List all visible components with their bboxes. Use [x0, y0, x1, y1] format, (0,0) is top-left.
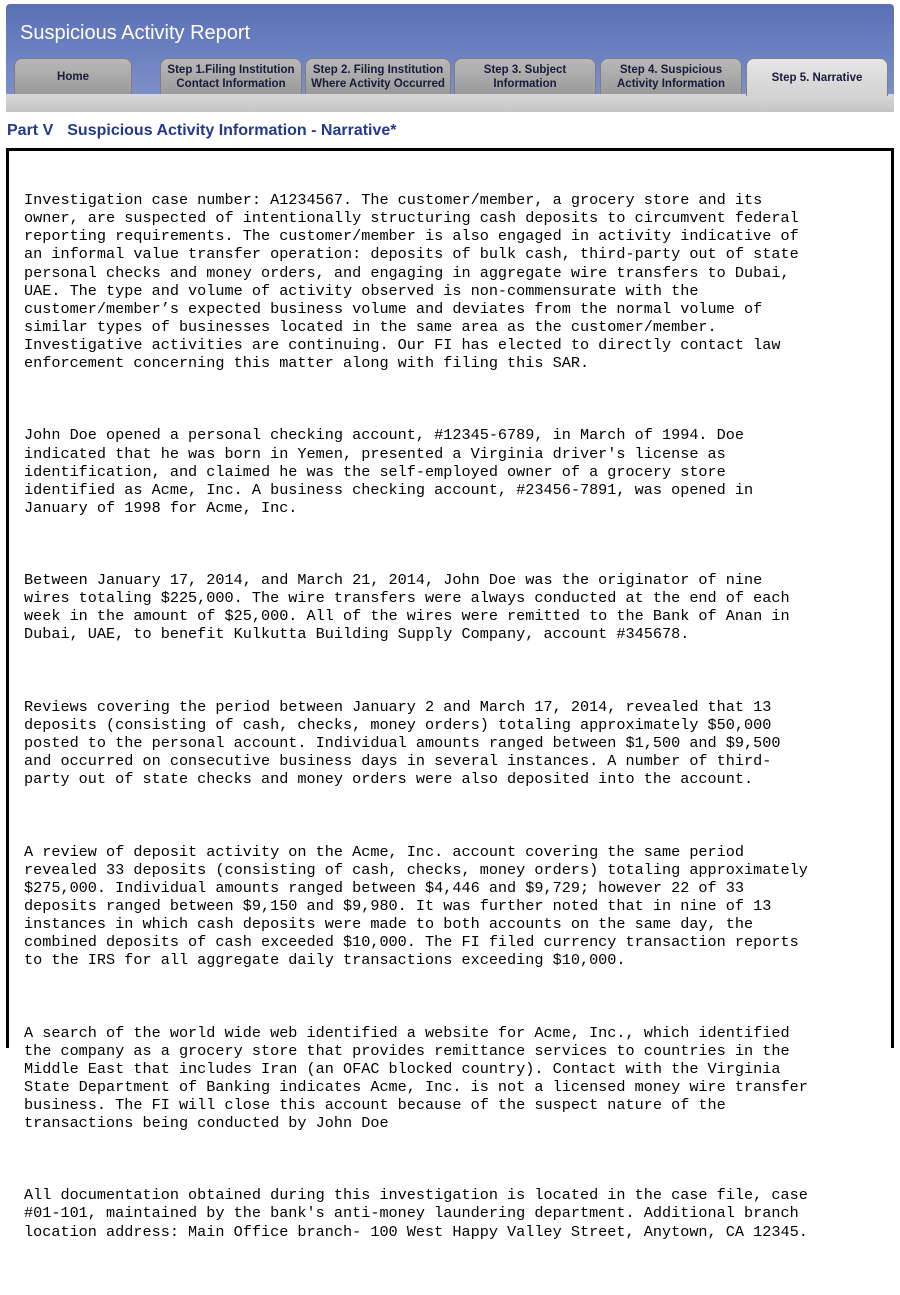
tab-label: Home	[57, 70, 89, 83]
narrative-text	[9, 151, 891, 1295]
tab-label-line1: Step 2. Filing Institution	[312, 63, 444, 76]
narrative-paragraph: Between January 17, 2014, and March 21, 2014, John Doe was the originator of nine wires totaling $225,000. The wire transfers were always conducted at the end of each week in the amount of $25,000. All of the wires were remitted to the Bank of Anan in Dubai, UAE, to benefit Kulkutta Building Supply Company, account #345678.	[24, 571, 790, 644]
narrative-paragraph: A search of the world wide web identified a website for Acme, Inc., which identified the company as a grocery store that provides remittance services to countries in the Middle East that includes Iran (an OFAC blocked country). Contact with the Virginia State Department of Banking indicates Acme, Inc. is not a licensed money wire transfer business. The FI will close this account because of the suspect nature of the transactions being conducted by John Doe	[24, 1023, 808, 1132]
section-title: Suspicious Activity Information - Narrative*	[67, 122, 397, 139]
tab-step1-filing-institution[interactable]	[160, 58, 302, 94]
section-heading	[7, 122, 397, 140]
step-tabs	[6, 54, 886, 96]
tab-step4-suspicious-activity[interactable]	[600, 58, 742, 94]
tab-label-line1: Step 3. Subject	[483, 63, 567, 76]
narrative-paragraph: Reviews covering the period between January 2 and March 17, 2014, revealed that 13 deposits (consisting of cash, checks, money orders) totaling approximately $50,000 posted to the personal account. Individual amounts ranged between $1,500 and $9,500 and occurred on consecutive business days in several instances. A number of third- party out of state checks and money orders were also deposited into the account.	[24, 697, 781, 789]
tab-label: Step 5. Narrative	[771, 71, 863, 84]
part-number: Part V	[7, 122, 54, 139]
tab-label-line2: Information	[493, 77, 557, 90]
tab-label-line2: Activity Information	[617, 77, 725, 90]
narrative-paragraph: All documentation obtained during this investigation is located in the case file, case #01-101, maintained by the bank's anti-money laundering department. Additional branch location address: Main Office branch- 100 West Happy Valley Street, Anytown, CA 12345.	[24, 1186, 808, 1241]
tab-step5-narrative[interactable]	[746, 58, 888, 96]
tab-home[interactable]	[14, 58, 132, 94]
tab-label-line2: Contact Information	[176, 77, 286, 90]
narrative-paragraph: Investigation case number: A1234567. The customer/member, a grocery store and its owner, are suspected of intentionally structuring cash deposits to circumvent federal reporting requirements. The customer/member is also engaged in activity indicative of an informal value transfer operation: deposits of bulk cash, third-party out of state personal checks and money orders, and engaging in aggregate wire transfers to Dubai, UAE. The type and volume of activity observed is non-commensurate with the customer/member’s expected business volume and deviates from the normal volume of similar types of businesses located in the same area as the customer/member. Investigative activities are continuing. Our FI has elected to directly contact law enforcement concerning this matter along with filing this SAR.	[24, 191, 799, 373]
tab-label-line2: Where Activity Occurred	[311, 77, 445, 90]
tab-label-line1: Step 4. Suspicious	[619, 63, 723, 76]
narrative-paragraph: John Doe opened a personal checking account, #12345-6789, in March of 1994. Doe indicated that he was born in Yemen, presented a Virginia driver's license as identification, and claimed he was the self-employed owner of a grocery store identified as Acme, Inc. A business checking account, #23456-7891, was opened in January of 1998 for Acme, Inc.	[24, 426, 754, 517]
narrative-textarea[interactable]	[6, 148, 894, 1241]
header-band	[6, 94, 894, 112]
app-title: Suspicious Activity Report	[20, 22, 251, 44]
tab-label-line1: Step 1.Filing Institution	[167, 63, 295, 76]
narrative-paragraph: A review of deposit activity on the Acme, Inc. account covering the same period revealed 33 deposits (consisting of cash, checks, money orders) totaling approximately $275,000. Individual amounts ranged between $4,446 and $9,729; however 22 of 33 deposits ranged between $9,150 and $9,980. It was further noted that in nine of 13 instances in which cash deposits were made to both accounts on the same day, the combined deposits of cash exceeded $10,000. The FI filed currency transaction reports to the IRS for all aggregate daily transactions exceeding $10,000.	[24, 842, 808, 970]
tab-step2-where-activity-occurred[interactable]	[305, 58, 451, 94]
tab-step3-subject-information[interactable]	[454, 58, 596, 94]
